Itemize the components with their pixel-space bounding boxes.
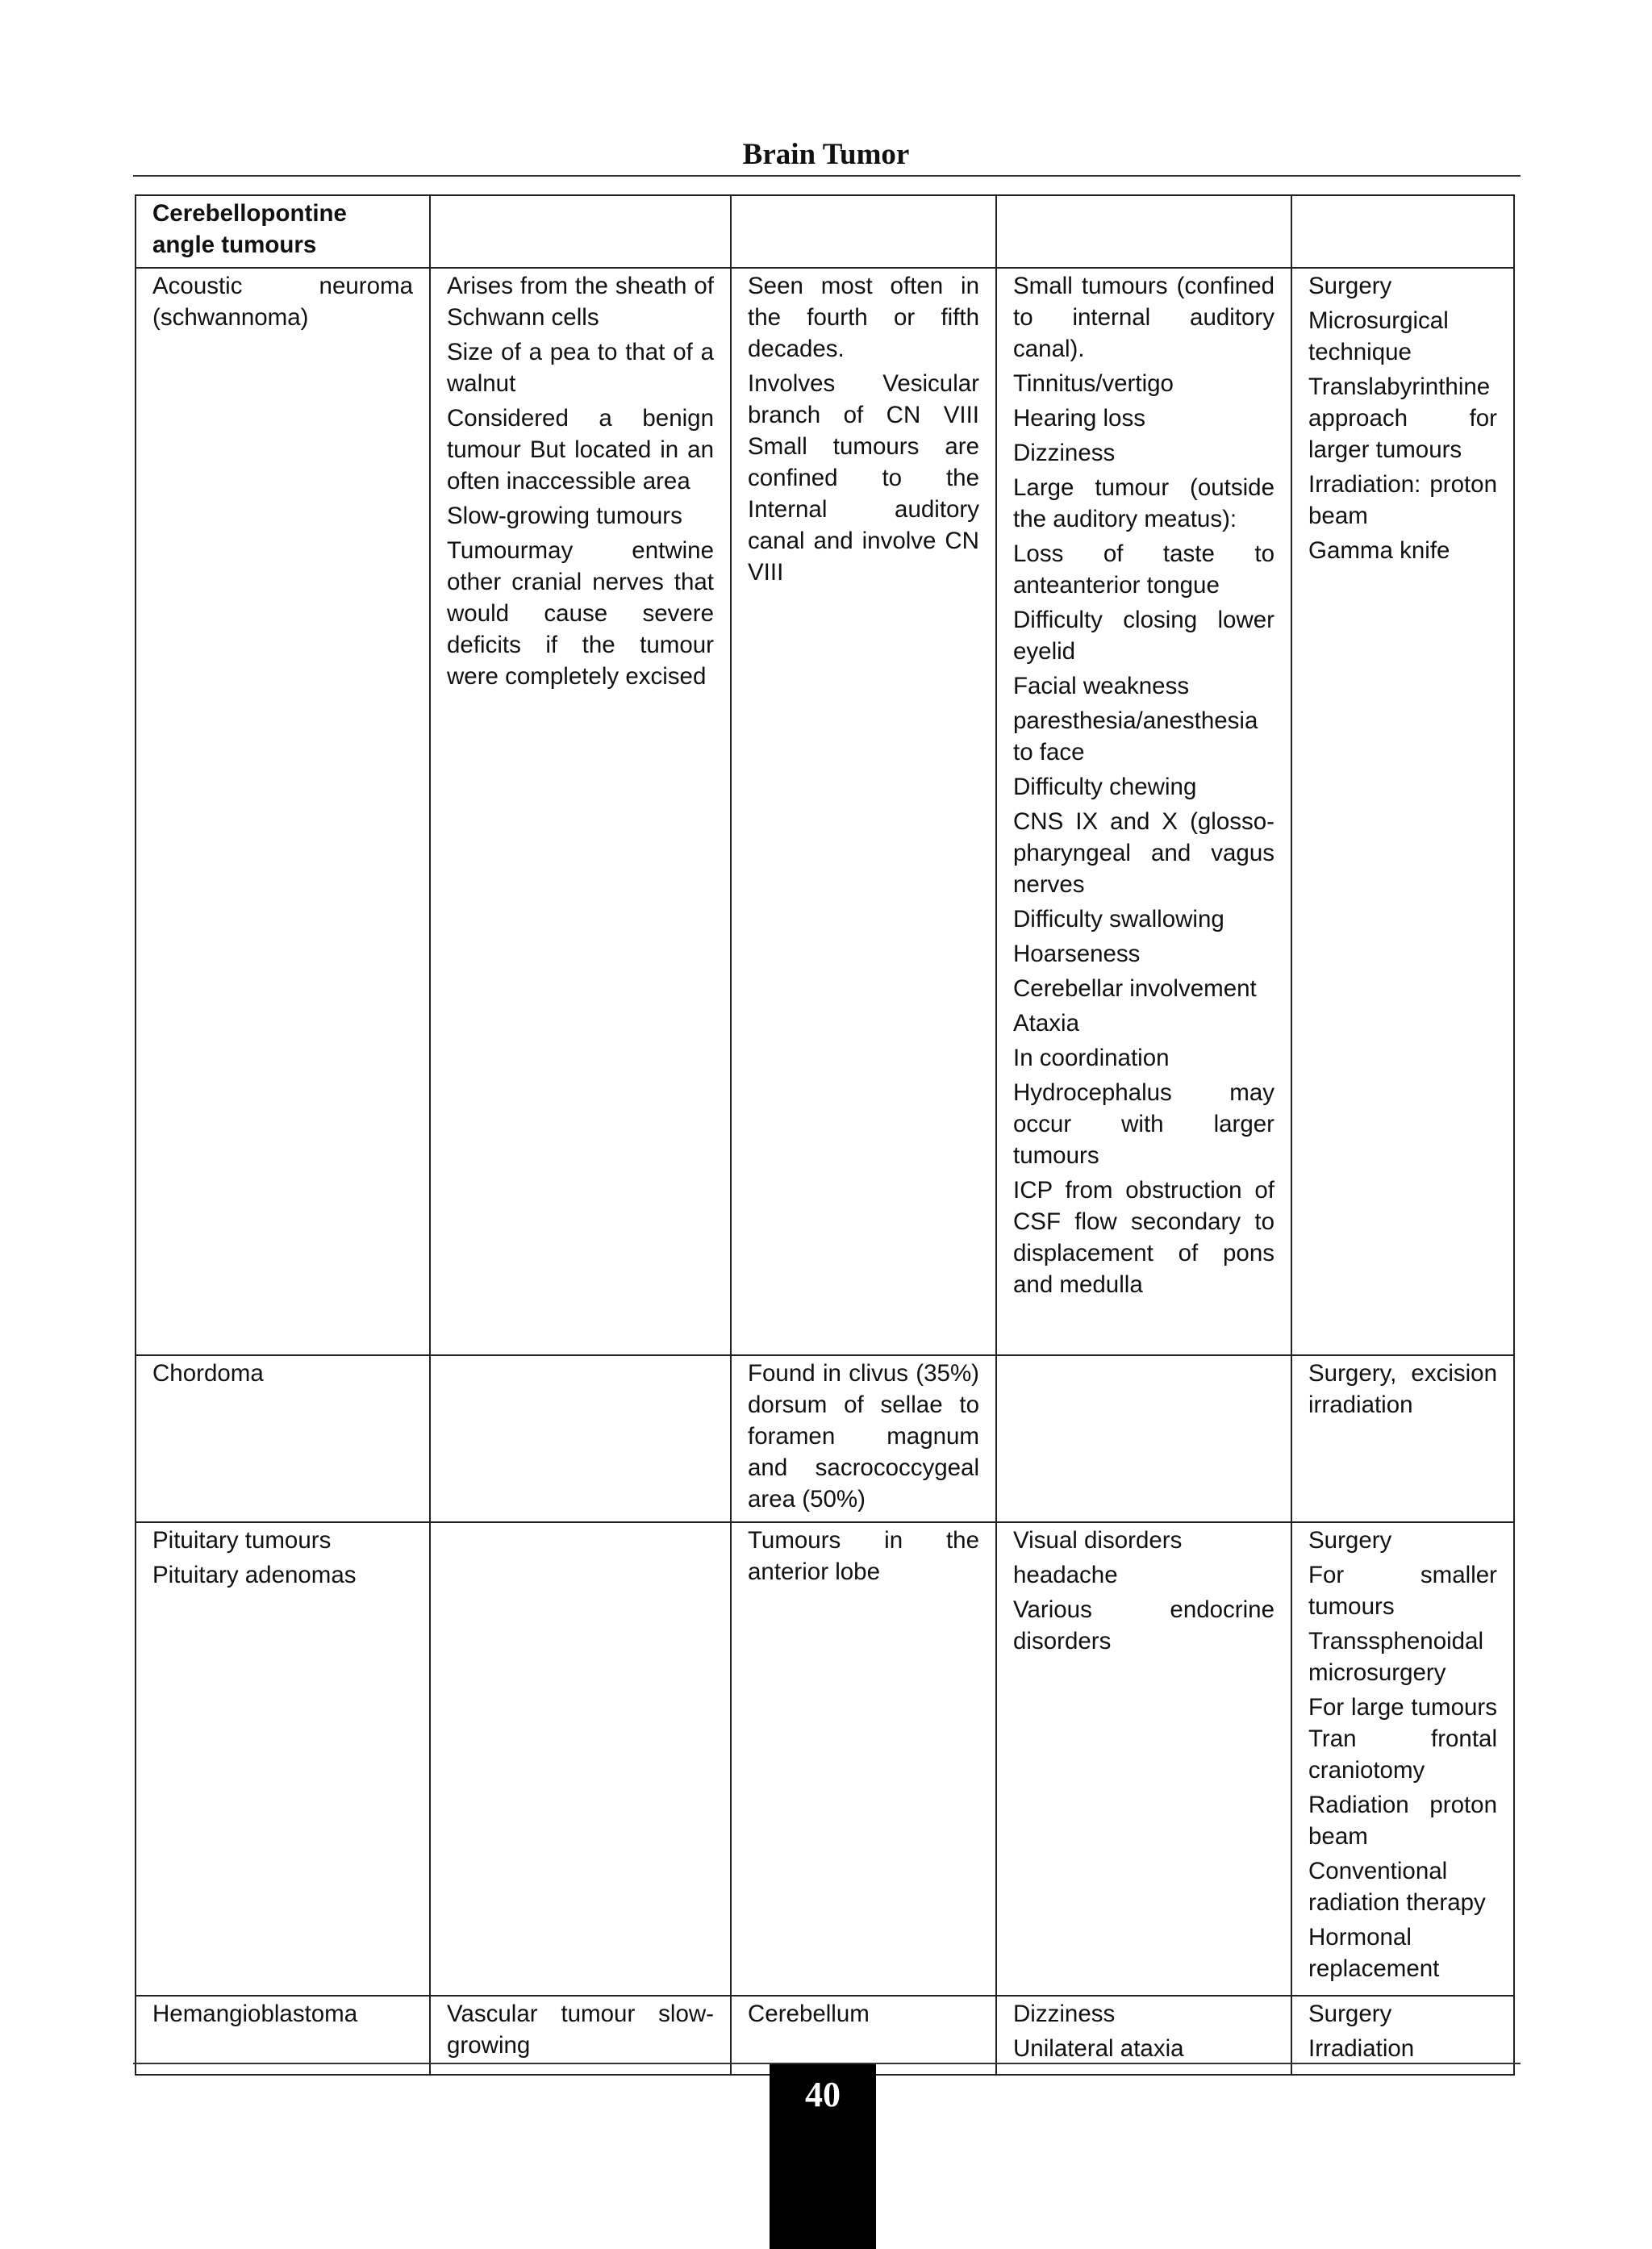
sign-line: Dizziness	[1013, 2001, 1116, 2027]
description-line: Vascular tumour slow-growing	[447, 2001, 714, 2059]
tumour-table	[135, 194, 1515, 2076]
treatment-line: Surgery	[1308, 1527, 1392, 1554]
sign-line: Difficulty chewing	[1013, 774, 1197, 800]
location-line: Tumours in the anterior lobe	[748, 1527, 979, 1585]
signs-cell	[996, 1522, 1291, 1996]
description-cell	[430, 268, 731, 1355]
treatment-line: For smaller tumours	[1308, 1562, 1497, 1620]
sign-line: In coordination	[1013, 1045, 1170, 1071]
sign-line: Various endocrine disorders	[1013, 1596, 1274, 1654]
treatment-line: Translabyrinthine approach for larger tumours	[1308, 373, 1497, 463]
section-title-cell	[136, 195, 430, 268]
table-cell	[731, 195, 996, 268]
sign-line: Cerebellar involvement	[1013, 975, 1257, 1002]
treatment-line: Surgery	[1308, 273, 1392, 299]
sign-line: Ataxia	[1013, 1010, 1079, 1037]
description-line: Considered a benign tumour But located in an often inaccessible area	[447, 405, 714, 494]
signs-cell	[996, 1355, 1291, 1522]
treatment-line: Hormonal replacement	[1308, 1924, 1440, 1982]
treatment-line: Microsurgical technique	[1308, 307, 1449, 365]
sign-line: CNS IX and X (glosso-pharyngeal and vagus nerves	[1013, 808, 1274, 898]
sign-line: headache	[1013, 1562, 1118, 1588]
header-rule	[133, 175, 1521, 177]
signs-cell	[996, 268, 1291, 1355]
treatment-line: Conventional radiation therapy	[1308, 1858, 1486, 1916]
tumour-name: Chordoma	[152, 1360, 264, 1387]
sign-line: Hoarseness	[1013, 941, 1141, 967]
description-line: Arises from the sheath of Schwann cells	[447, 273, 714, 331]
table-row	[136, 268, 1514, 1355]
location-line: Involves Vesicular branch of CN VIII Small tumours are confined to the Internal auditory canal and involve CN VIII	[748, 370, 979, 586]
table-row	[136, 195, 1514, 268]
treatment-line: For large tumours Tran frontal craniotomy	[1308, 1694, 1497, 1784]
location-cell	[731, 1355, 996, 1522]
sign-line: ICP from obstruction of CSF flow secondary to displacement of pons and medulla	[1013, 1177, 1274, 1298]
treatment-line: Transsphenoidal microsurgery	[1308, 1628, 1484, 1686]
description-cell	[430, 1355, 731, 1522]
tumour-name-cell	[136, 1355, 430, 1522]
treatment-line: Radiation proton beam	[1308, 1792, 1497, 1850]
treatment-cell	[1291, 1522, 1514, 1996]
description-line: Tumourmay entwine other cranial nerves that would cause severe deficits if the tumour were completely excised	[447, 537, 714, 690]
description-cell	[430, 1522, 731, 1996]
sign-line: Small tumours (confined to internal auditory canal).	[1013, 273, 1274, 362]
tumour-name: Pituitary adenomas	[152, 1562, 357, 1588]
sign-line: Visual disorders	[1013, 1527, 1183, 1554]
tumour-name-cell	[136, 268, 430, 1355]
page-header-title: Brain Tumor	[742, 138, 910, 171]
sign-line: Tinnitus/vertigo	[1013, 370, 1174, 397]
table-cell	[430, 195, 731, 268]
tumour-name-cell	[136, 1522, 430, 1996]
table-cell	[996, 195, 1291, 268]
sign-line: Hydrocephalus may occur with larger tumours	[1013, 1079, 1274, 1169]
tumour-name: Pituitary tumours	[152, 1527, 332, 1554]
table-row	[136, 1522, 1514, 1996]
treatment-line: Surgery, excision irradiation	[1308, 1360, 1497, 1418]
treatment-line: Surgery	[1308, 2001, 1392, 2027]
tumour-name: Acoustic neuroma (schwannoma)	[152, 273, 413, 331]
sign-line: Dizziness	[1013, 440, 1116, 466]
location-cell	[731, 1522, 996, 1996]
sign-line: Large tumour (outside the auditory meatus):	[1013, 474, 1274, 532]
description-line: Slow-growing tumours	[447, 503, 682, 529]
location-cell	[731, 268, 996, 1355]
treatment-line: Irradiation	[1308, 2035, 1415, 2062]
table-cell	[1291, 195, 1514, 268]
location-line: Seen most often in the fourth or fifth decades.	[748, 273, 979, 362]
location-line: Found in clivus (35%) dorsum of sellae to foramen magnum and sacrococcygeal area (50%)	[748, 1360, 979, 1513]
sign-line: paresthesia/anesthesia to face	[1013, 707, 1258, 766]
treatment-cell	[1291, 268, 1514, 1355]
page-number-tab	[770, 2064, 876, 2249]
page-number: 40	[805, 2075, 841, 2114]
description-line: Size of a pea to that of a walnut	[447, 339, 714, 397]
section-title: Cerebellopontine angle tumours	[152, 200, 347, 258]
sign-line: Unilateral ataxia	[1013, 2035, 1184, 2062]
sign-line: Difficulty closing lower eyelid	[1013, 607, 1274, 665]
treatment-cell	[1291, 1355, 1514, 1522]
treatment-line: Irradiation: proton beam	[1308, 471, 1497, 529]
table-row	[136, 1355, 1514, 1522]
location-line: Cerebellum	[748, 2001, 870, 2027]
sign-line: Loss of taste to anteanterior tongue	[1013, 540, 1274, 599]
tumour-name: Hemangioblastoma	[152, 2001, 358, 2027]
sign-line: Difficulty swallowing	[1013, 906, 1224, 933]
sign-line: Facial weakness	[1013, 673, 1190, 699]
treatment-line: Gamma knife	[1308, 537, 1450, 564]
sign-line: Hearing loss	[1013, 405, 1145, 432]
